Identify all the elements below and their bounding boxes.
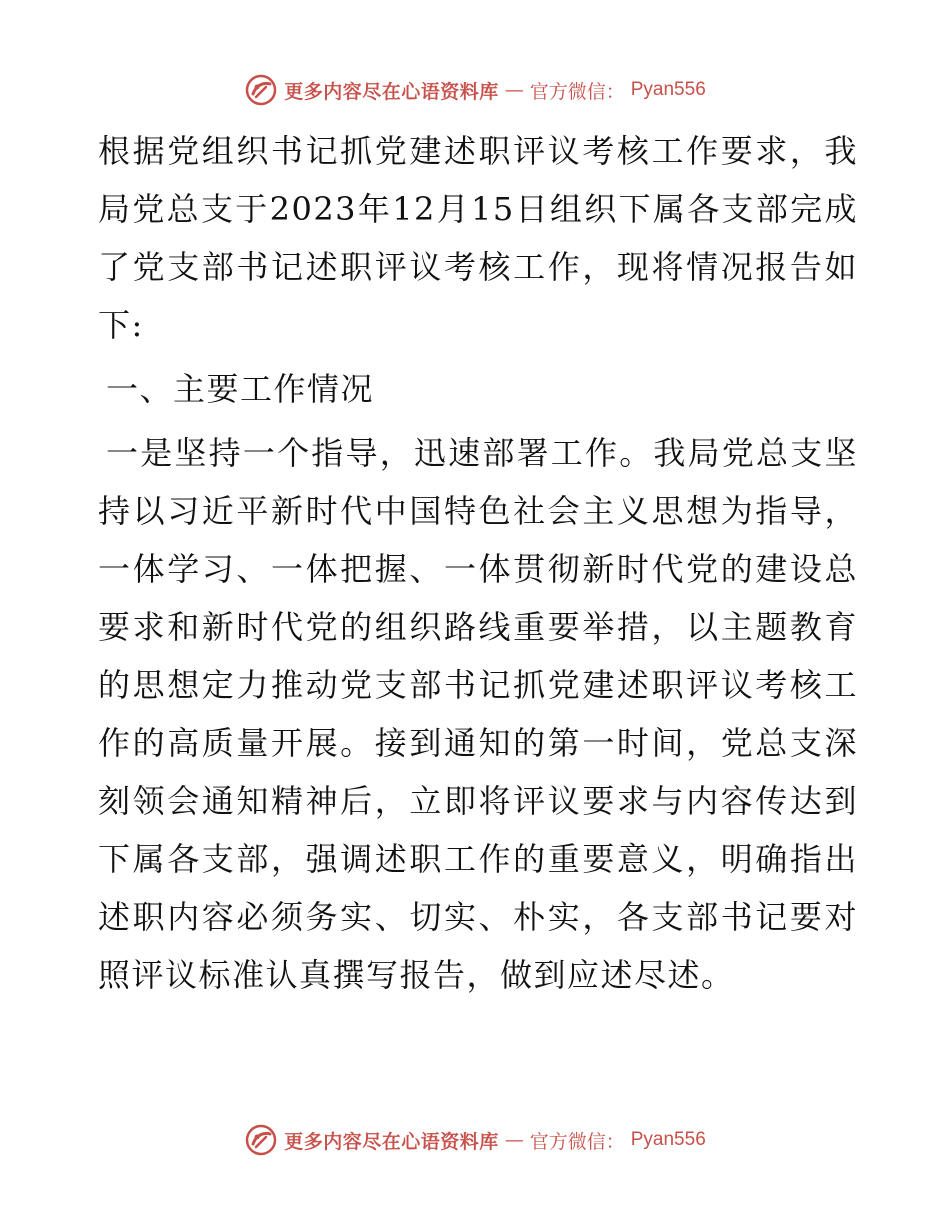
watermark-contact-handle: Pyan556	[630, 1129, 706, 1150]
watermark-contact-label: 官方微信：	[529, 80, 625, 103]
header-watermark	[0, 70, 950, 110]
watermark-separator: —	[504, 79, 524, 101]
watermark-contact-label: 官方微信：	[529, 1130, 625, 1153]
watermark-site-text: 更多内容尽在心语资料库	[284, 1130, 499, 1153]
document-body	[98, 122, 858, 1004]
section-heading: 一、主要工作情况	[106, 370, 375, 408]
watermark-site-text: 更多内容尽在心语资料库	[284, 80, 499, 103]
body-paragraph: 一是坚持一个指导，迅速部署工作。我局党总支坚持以习近平新时代中国特色社会主义思想为指导，一体学习、一体把握、一体贯彻新时代党的建设总要求和新时代党的组织路线重要举措，以主题教育的思想定力推动党支部书记抓党建述职评议考核工作的高质量开展。接到通知的第一时间，党总支深刻领会通知精神后，立即将评议要求与内容传达到下属各支部，强调述职工作的重要意义，明确指出述职内容必须务实、切实、朴实，各支部书记要对照评议标准认真撰写报告，做到应述尽述。	[98, 434, 858, 994]
red-seal-logo-icon	[244, 73, 278, 107]
watermark-contact-handle: Pyan556	[630, 79, 706, 100]
intro-paragraph: 根据党组织书记抓党建述职评议考核工作要求，我局党总支于2023年12月15日组织下属各支部完成了党支部书记述职评议考核工作，现将情况报告如下:	[98, 132, 858, 344]
red-seal-logo-icon	[244, 1123, 278, 1157]
watermark-separator: —	[504, 1129, 524, 1151]
footer-watermark	[0, 1120, 950, 1160]
